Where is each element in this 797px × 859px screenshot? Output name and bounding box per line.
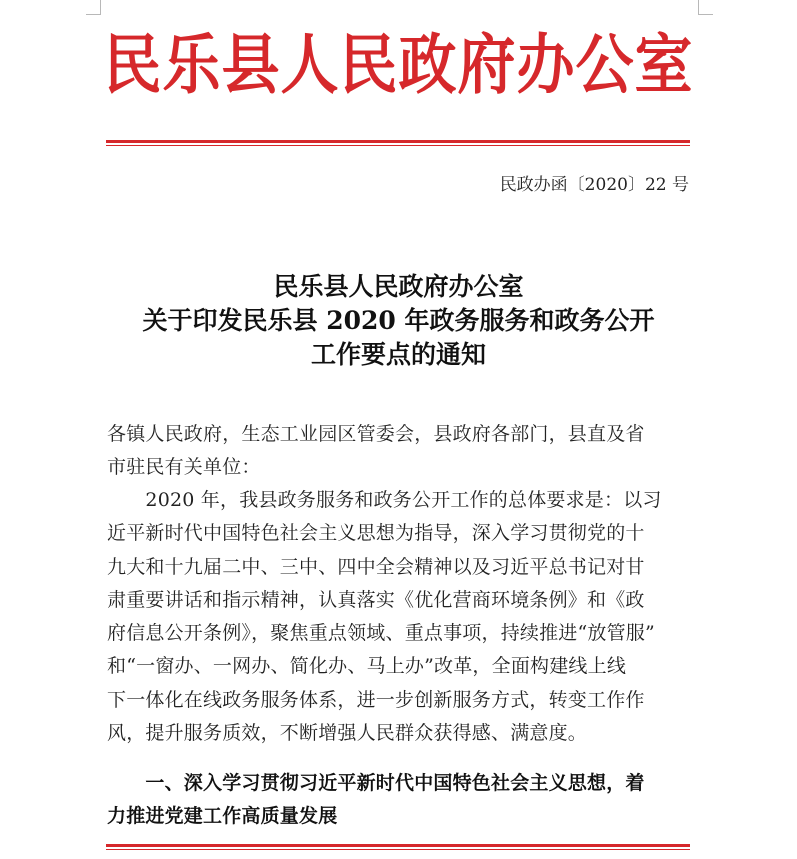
red-divider-bottom	[106, 844, 690, 850]
recipients-block	[107, 418, 697, 485]
crop-mark-top-right	[698, 0, 713, 15]
title-line: 关于印发民乐县 2020 年政务服务和政务公开	[142, 306, 655, 335]
document-title	[0, 270, 797, 372]
paragraph-1	[107, 484, 697, 750]
recipients-line: 各镇人民政府，生态工业园区管委会，县政府各部门，县直及省	[107, 423, 645, 445]
paragraph-line: 风，提升服务质效，不断增强人民群众获得感、满意度。	[107, 722, 588, 745]
crop-mark-top-left	[86, 0, 101, 15]
paragraph-line: 九大和十九届二中、三中、四中全会精神以及习近平总书记对甘	[107, 555, 645, 578]
paragraph-line: 府信息公开条例》，聚焦重点领域、重点事项，持续推进“放管服”	[107, 622, 655, 645]
paragraph-line: 近平新时代中国特色社会主义思想为指导，深入学习贯彻党的十	[107, 522, 645, 545]
section-heading-line: 一、深入学习贯彻习近平新时代中国特色社会主义思想，着	[107, 772, 645, 794]
red-divider-top	[106, 140, 690, 146]
paragraph-line: 和“一窗办、一网办、简化办、马上办”改革，全面构建线上线	[107, 655, 627, 678]
red-header-org-name: 民乐县人民政府办公室	[103, 26, 694, 103]
paragraph-line: 2020 年，我县政务服务和政务公开工作的总体要求是：以习	[107, 489, 662, 511]
recipients-line: 市驻民有关单位：	[107, 456, 261, 479]
title-line: 民乐县人民政府办公室	[273, 272, 524, 301]
section-1-heading	[107, 767, 697, 834]
section-heading-line: 力推进党建工作高质量发展	[107, 805, 338, 828]
paragraph-line: 肃重要讲话和指示精神，认真落实《优化营商环境条例》和《政	[107, 588, 645, 611]
paragraph-line: 下一体化在线政务服务体系，进一步创新服务方式，转变工作作	[107, 688, 645, 711]
title-line: 工作要点的通知	[310, 340, 486, 369]
document-number: 民政办函〔2020〕22 号	[499, 175, 689, 195]
